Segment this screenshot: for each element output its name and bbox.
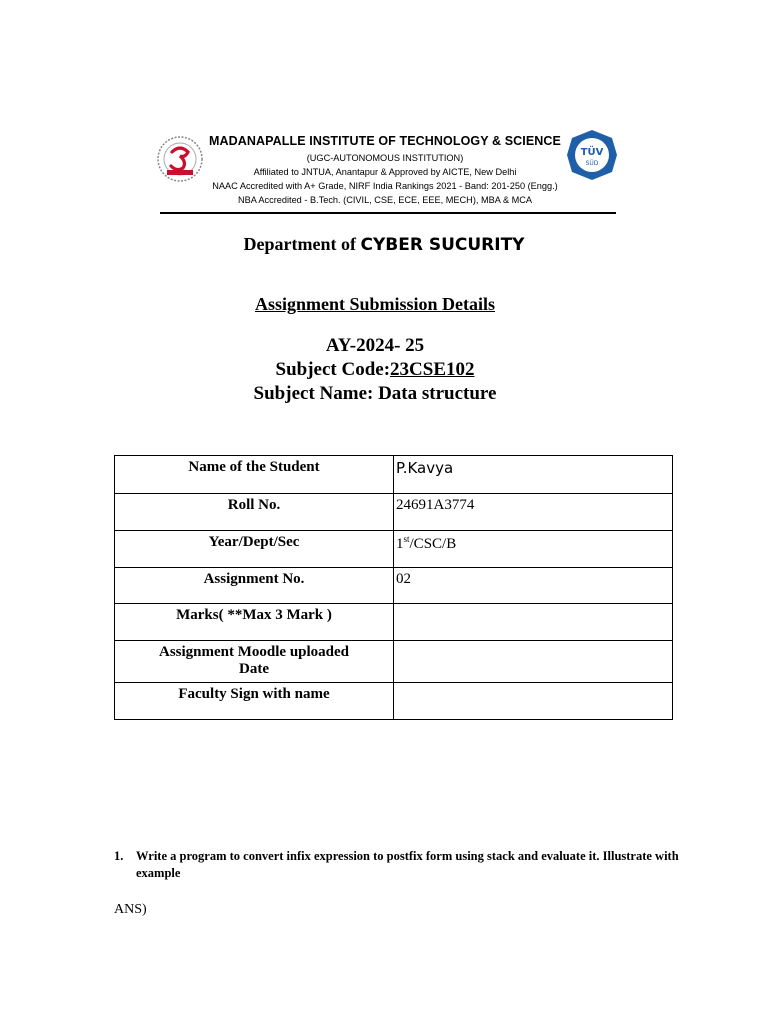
academic-year: AY-2024- 25 [325,335,425,356]
question-1 [114,848,684,882]
table-row [115,641,673,683]
faculty-sign-label: Faculty Sign with name [115,683,394,720]
tuv-text: TÜV [580,147,604,158]
student-name-label: Name of the Student [115,456,394,494]
roll-no-label: Roll No. [115,494,394,531]
subject-name: Subject Name: Data structure [253,383,497,404]
moodle-date-value [394,641,673,683]
naac-line: NAAC Accredited with A+ Grade, NIRF India Rankings 2021 - Band: 201-250 (Engg.) [212,181,558,191]
table-row [115,683,673,720]
roll-no-value: 24691A3774 [394,494,673,531]
subject-code-value: 23CSE102 [390,359,475,380]
table-row [115,568,673,604]
question-text: Write a program to convert infix expression to postfix form using stack and evaluate it. Illustrate with example [136,849,679,880]
letterhead [155,128,613,216]
letterhead-text [195,134,575,207]
subject-code-label: Subject Code: [275,359,391,380]
moodle-date-label: Assignment Moodle uploaded Date [115,641,394,683]
question-number: 1. [114,849,124,863]
department-prefix: Department of [243,234,361,254]
table-row [115,456,673,494]
affiliation-line: Affiliated to JNTUA, Anantapur & Approved by AICTE, New Delhi [253,167,517,177]
department-heading [0,234,768,255]
table-row [115,494,673,531]
marks-label: Marks( **Max 3 Mark ) [115,604,394,641]
institute-name: MADANAPALLE INSTITUTE OF TECHNOLOGY & SCIENCE [209,134,561,148]
year-dept-sec-label: Year/Dept/Sec [115,531,394,568]
assignment-no-value: 02 [394,568,673,604]
subject-code-line [0,358,750,382]
subject-block [0,334,750,406]
details-table [114,455,673,720]
answer-label: ANS) [114,902,147,917]
nba-line: NBA Accredited - B.Tech. (CIVIL, CSE, ECE, EEE, MECH), MBA & MCA [237,195,533,205]
assignment-title: Assignment Submission Details [254,294,496,314]
letterhead-divider [160,212,616,214]
department-name: CYBER SUCURITY [360,235,525,255]
student-name-value: P.Kavya [394,456,673,494]
tuv-sud-logo [565,128,619,182]
faculty-sign-value [394,683,673,720]
table-row [115,531,673,568]
assignment-no-label: Assignment No. [115,568,394,604]
table-row [115,604,673,641]
sud-text: SÜD [585,160,599,167]
marks-value [394,604,673,641]
institution-status: (UGC-AUTONOMOUS INSTITUTION) [306,153,464,163]
year-dept-sec-value: 1st/CSC/B [394,531,673,568]
